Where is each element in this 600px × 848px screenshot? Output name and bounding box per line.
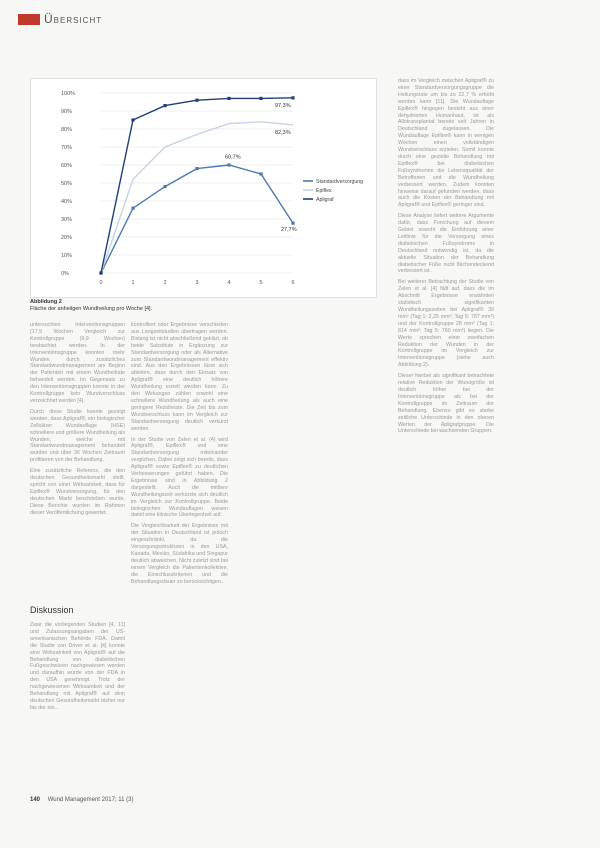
y-tick-label: 0% (61, 271, 69, 277)
paragraph: Zwar die vorliegenden Studien [4, 11] und Zulassungsangaben der US-amerikanischen Behörde FDA. Damit die Studie von Driver et al. [4] konnte eine Wirksamkeit von Apligraf® auf die Behandlung von diabetischen Fußgeschwüren nachgewiesen werden und daraufhin wurde von der FDA in den USA genehmigt. Trotz der nachgewiesenen Wirksamkeit und der Behandlung mit Apligraf® auf dem deutschen Gesundheitsmarkt bisher nur bis der ein... (30, 622, 125, 711)
data-point (259, 97, 262, 100)
data-label: 97,3% (275, 102, 291, 109)
figure-caption-text: Fläche der anheilgen Wundheilung pro Woche [4]. (30, 306, 153, 312)
data-point (131, 118, 134, 121)
left-column-top (30, 322, 125, 520)
data-point (99, 271, 102, 274)
chart-container (30, 78, 377, 298)
data-point (227, 97, 230, 100)
y-tick-label: 50% (61, 181, 73, 187)
line-chart (31, 79, 376, 297)
x-tick-label: 0 (99, 280, 103, 286)
data-point (227, 163, 230, 166)
legend-label: Epiflex (316, 188, 332, 194)
x-tick-label: 2 (163, 280, 167, 286)
figure-caption (30, 299, 152, 313)
page-footer (30, 797, 134, 803)
paragraph: Die Vergleichbarkeit der Ergebnisse mit der Situation in Deutschland ist jedoch eingeschränkt, da die Versorgungsstrukturen in den USA, Kanada, Mexiko, Südafrika und Singapur deutlich abweichen. Nicht zuletzt sind bei einem Vergleich die Patientenkollektive, die Einschlusskriterien und die Behandlungsdauer zu berücksichtigen. (131, 523, 228, 585)
paragraph: In der Studie von Zelen et al. (4) wird Apligraf®, Epiflex® und eine Standardversorgung miteinander verglichen. Dabei zeigt sich bereits, dass Apligraf® sowie Epiflex® zu deutlichen Verbesserungen geführt haben. Die Ergebnisse sind in Abbildung 2 dargestellt. Auch die mittlere Wundheilungszeit verkürzte sich deutlich im Vergleich zur Kontrollgruppe. Beide biologischen Wundauflagen weisen damit eine klinische Überlegenheit auf. (131, 436, 228, 519)
data-point (195, 99, 198, 102)
paragraph: Diese Analyse liefert weitere Argumente dafür, dass Forschung auf diesem Gebiet sowohl die Einführung einer Leitlinie für die Versorgung eines diabetischen Fußsyndroms in Deutschland notwendig ist, da die aktuelle Situation der Behandlung diabetischer Füße nicht flächendeckend verbessert ist. (398, 213, 494, 275)
right-column (398, 78, 494, 439)
header-accent-bar (18, 14, 40, 25)
data-label: 82,3% (275, 129, 291, 136)
x-tick-label: 4 (227, 280, 231, 286)
journal-source: Wund Management 2017; 11 (3) (47, 797, 134, 803)
legend-label: Apligraf (316, 197, 334, 203)
data-label: 27,7% (281, 227, 297, 234)
y-tick-label: 30% (61, 217, 73, 223)
x-tick-label: 5 (259, 280, 263, 286)
y-tick-label: 90% (61, 109, 73, 115)
data-label: 60,7% (225, 154, 241, 161)
y-tick-label: 10% (61, 253, 73, 259)
x-tick-label: 6 (291, 280, 295, 286)
series-line (101, 122, 293, 273)
y-tick-label: 70% (61, 145, 73, 151)
data-point (291, 96, 294, 99)
middle-column (131, 322, 228, 590)
paragraph: Bei weiterer Betrachtung der Studie von Zelen et al. [4] fällt auf, dass die im Abschnitt Ergebnisse erwähnten statistisch signifikanten Wundheilungszeiten bei Apligraf® 39 mm² (Tag 1: 2,25 mm²; Tag 5: 787 mm²) und der Kontrollgruppe 28 mm² (Tag 1: 814 mm²; Tag 5: 760 mm²) liegen. Die Werte sprechen einer zweifachen Reduktion der Wunden in der Kontrollgruppe im Vergleich zur Interventionsgruppe (siehe auch Abbildung 2). (398, 279, 494, 369)
x-tick-label: 3 (195, 280, 199, 286)
paragraph: kontrolliert oder Ergebnisse verschieden aus Langzeitstudien übertragen werden. Bislang ist nicht abschließend geklärt, ob beide Substitute in Ergänzung zur Standardversorgung oder als Alternative zum Standardwundmanagement effektiv sind. Aus den Ergebnissen lässt sich ableiten, dass durch den Einsatz von Apligraf® eine deutlich höhere Wundheilung erzielt werden kann. Zu den Wirkungen zählen sowohl eine schnellere Wundheilung als auch eine geringere Rezidivrate. Die Zeit bis zum Wundverschluss kann im Vergleich zur Standardversorgung deutlich verkürzt werden. (131, 322, 228, 432)
left-column-bottom (30, 622, 125, 716)
y-tick-label: 100% (61, 91, 76, 97)
series-line (101, 98, 293, 273)
legend-label: Standardversorgung (316, 179, 364, 185)
data-point (131, 207, 134, 210)
paragraph: untersuchten Interventionsgruppen (17,9 Wochen Vergleich zur Kontrollgruppe (9,9 Wochen) beobachtet werden. In der Interventionsgruppe konnten mehr Wunden durch zusätzliches Standardwundmanagement am Beginn der Patienten mit einem Wundheilrate behandelt werden. Im Gegensatz zu den Interventionsgruppen konnte in der Kontrollgruppe kein Wundverschluss verzeichnet werden [4]. (30, 322, 125, 404)
figure-label: Abbildung 2 (30, 299, 62, 305)
paragraph: Eine zusätzliche Referenz, die den deutschen Gesundheitsmarkt stellt, spricht von einer Wirksamkeit, dass für Epiflex® Wundversorgung, für den deutschen Markt beschrieben wurde. Diese Berichte wurden im Rahmen dieser Veröffentlichung gewertet. (30, 468, 125, 516)
paragraph: dass im Vergleich zwischen Apligraf® zu einer Standardversorgungsgruppe die Heilungsrate um bis zu 22,7 % erhöht werden kann [11]. Die Wundauflage Epiflex® hingegen besteht aus einer dehydrierten Humanhaut, ist als Allotransplantat bereits seit Jahren in Deutschland zugelassen. Die Wundauflage Epiflex® kann in wenigen Wochen einen vollständigen Wundverschluss erzielen. Somit konnte durch eine gezielte Behandlung mit Epiflex® bei diabetischen Fußsyndromen die Lebensqualität der Betroffenen und die Wundheilung verbessert werden. Zudem konnten hinweise darauf gefunden werden, dass auch die Kosten der Behandlung mit Apligraf® und Epiflex® geringer sind. (398, 78, 494, 209)
data-point (195, 167, 198, 170)
data-point (163, 104, 166, 107)
y-tick-label: 20% (61, 235, 73, 241)
section-heading-discussion: Diskussion (30, 605, 74, 615)
paragraph: Durch diese Studie konnte gezeigt werden, dass Apligraf®, ein biologischer Zellulärer Wundauflage (HSE) schnellere und größere Wundheilung als Wunden, welche mit Standardwundmanagement behandelt wurden und über 36 Wochen Zeitraum profitieren von der Behandlung. (30, 408, 126, 464)
y-tick-label: 40% (61, 199, 73, 205)
y-tick-label: 60% (61, 163, 73, 169)
y-tick-label: 80% (61, 127, 73, 133)
data-point (291, 222, 294, 225)
page-number: 140 (30, 797, 41, 803)
data-point (163, 185, 166, 188)
paragraph: Dieser hierbei als signifikant betrachtete relative Reduktion der Wundgröße ist deutlich höher bei der Interventionsgruppe als bei der Kontrollgruppe im Zeitraum der Behandlung. Ebenso gibt es starke zeitliche Unterschiede in den oberen Werten der Apligrafgruppe. Die Unterschiede bei wachsenden Gruppen. (398, 373, 494, 435)
section-title: Übersicht (44, 12, 103, 26)
data-point (259, 172, 262, 175)
x-tick-label: 1 (131, 280, 135, 286)
